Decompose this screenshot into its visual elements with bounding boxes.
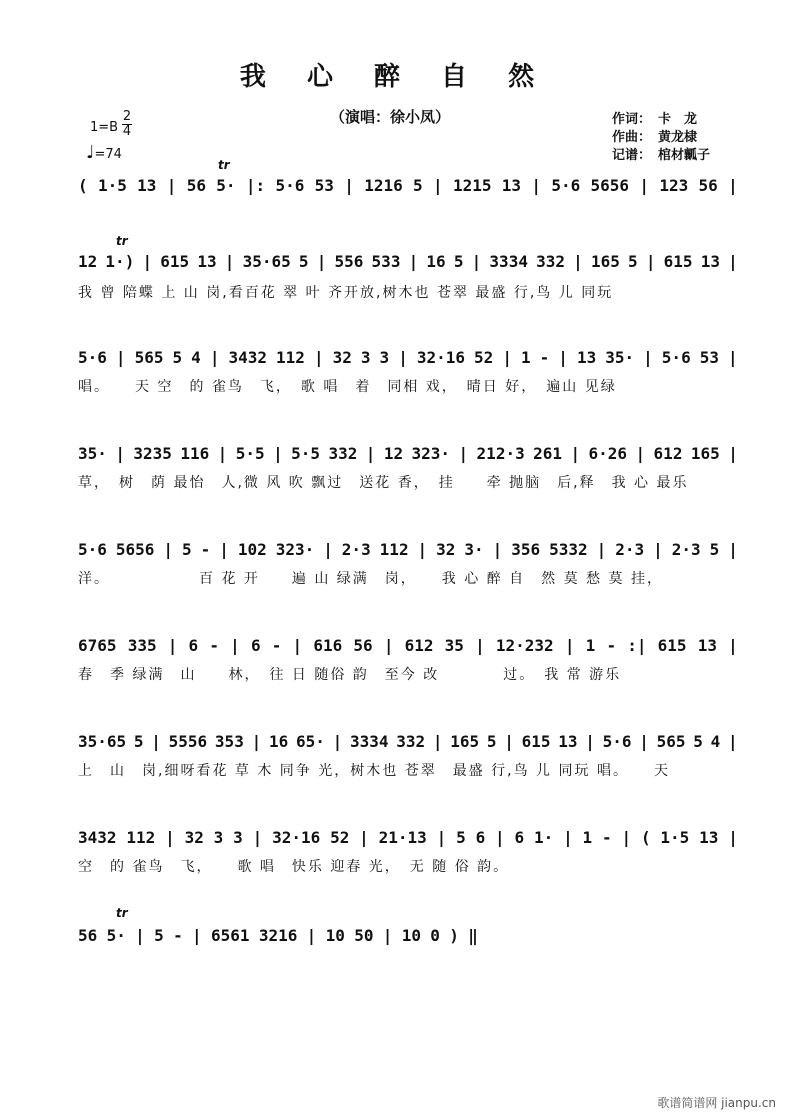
tempo-value: =74 [94,147,122,162]
notation-text: 35· | 3235 116 | 5·5 | 5·5 332 | 12 323· | 212·3 261 | 6·26 | 612 165 | [78,444,738,463]
lyric-row: 上 山 岗,细呀看花 草 木 同争 光，树木也 苍翠 最盛 行,鸟 儿 同玩 唱。 天 [78,763,670,779]
time-denominator: 4 [122,124,132,139]
time-numerator: 2 [122,109,132,124]
lyric-row: 我 曾 陪蝶 上 山 岗,看百花 翠 叶 齐开放,树木也 苍翠 最盛 行,鸟 儿 同玩 [78,285,614,301]
tempo-marking [86,142,122,163]
composer-credit [612,126,697,145]
lyric-row: 唱。 天 空 的 雀鸟 飞， 歌 唱 着 同相 戏， 晴日 好， 遍山 见绿 [78,379,617,395]
time-signature [122,110,132,139]
notation-text: 6765 335 | 6 - | 6 - | 616 56 | 612 35 | 12·232 | 1 - :| 615 13 | [78,636,738,655]
notation-text: 3432 112 | 32 3 3 | 32·16 52 | 21·13 | 5 6 | 6 1· | 1 - | ( 1·5 13 | [78,828,738,847]
transcriber-label: 记谱： [612,148,652,163]
quarter-note-icon: ♩ [86,142,95,163]
notation-text: 5·6 | 565 5 4 | 3432 112 | 32 3 3 | 32·16 52 | 1 - | 13 35· | 5·6 53 | [78,348,738,367]
trill-mark: tr [116,906,128,920]
notation-row [78,168,738,212]
singer: （演唱：徐小凤） [330,108,451,126]
notation-row [78,918,738,962]
notation-text: 12 1·) | 615 13 | 35·65 5 | 556 533 | 16 5 | 3334 332 | 165 5 | 615 13 | [78,252,738,271]
trill-mark: tr [116,234,128,248]
composer: 黄龙棣 [658,130,698,145]
lyric-row: 空 的 雀鸟 飞， 歌 唱 快乐 迎春 光， 无 随 俗 韵。 [78,859,510,875]
transcriber: 棺材瓤子 [658,148,711,163]
lyric-row: 春 季 绿满 山 林， 往 日 随俗 韵 至今 改 过。 我 常 游乐 [78,667,622,683]
notation-text: 35·65 5 | 5556 353 | 16 65· | 3334 332 | 165 5 | 615 13 | 5·6 | 565 5 4 | [78,732,738,751]
composer-label: 作曲： [612,130,652,145]
lyricist-credit [612,108,697,127]
notation-text: 5·6 5656 | 5 - | 102 323· | 2·3 112 | 32 3· | 356 5332 | 2·3 | 2·3 5 | [78,540,738,559]
key-signature: 1=B [90,120,119,135]
lyric-row: 草， 树 荫 最怡 人,微 风 吹 飘过 送花 香， 挂 牵 抛脑 后,释 我 心 最乐 [78,475,689,491]
lyricist: 卡 龙 [658,112,698,127]
trill-mark: tr [218,158,230,172]
notation-text: 56 5· | 5 - | 6561 3216 | 10 50 | 10 0 ) ‖ [78,926,478,945]
site-watermark: 歌谱简谱网 jianpu.cn [657,1096,776,1110]
song-title: 我 心 醉 自 然 [239,62,551,92]
notation-text: ( 1·5 13 | 56 5· |: 5·6 53 | 1216 5 | 1215 13 | 5·6 5656 | 123 56 | [78,176,738,195]
lyric-row: 洋。 百 花 开 遍 山 绿满 岗， 我 心 醉 自 然 莫 愁 莫 挂， [78,571,663,587]
lyricist-label: 作词： [612,112,652,127]
transcriber-credit [612,144,710,163]
